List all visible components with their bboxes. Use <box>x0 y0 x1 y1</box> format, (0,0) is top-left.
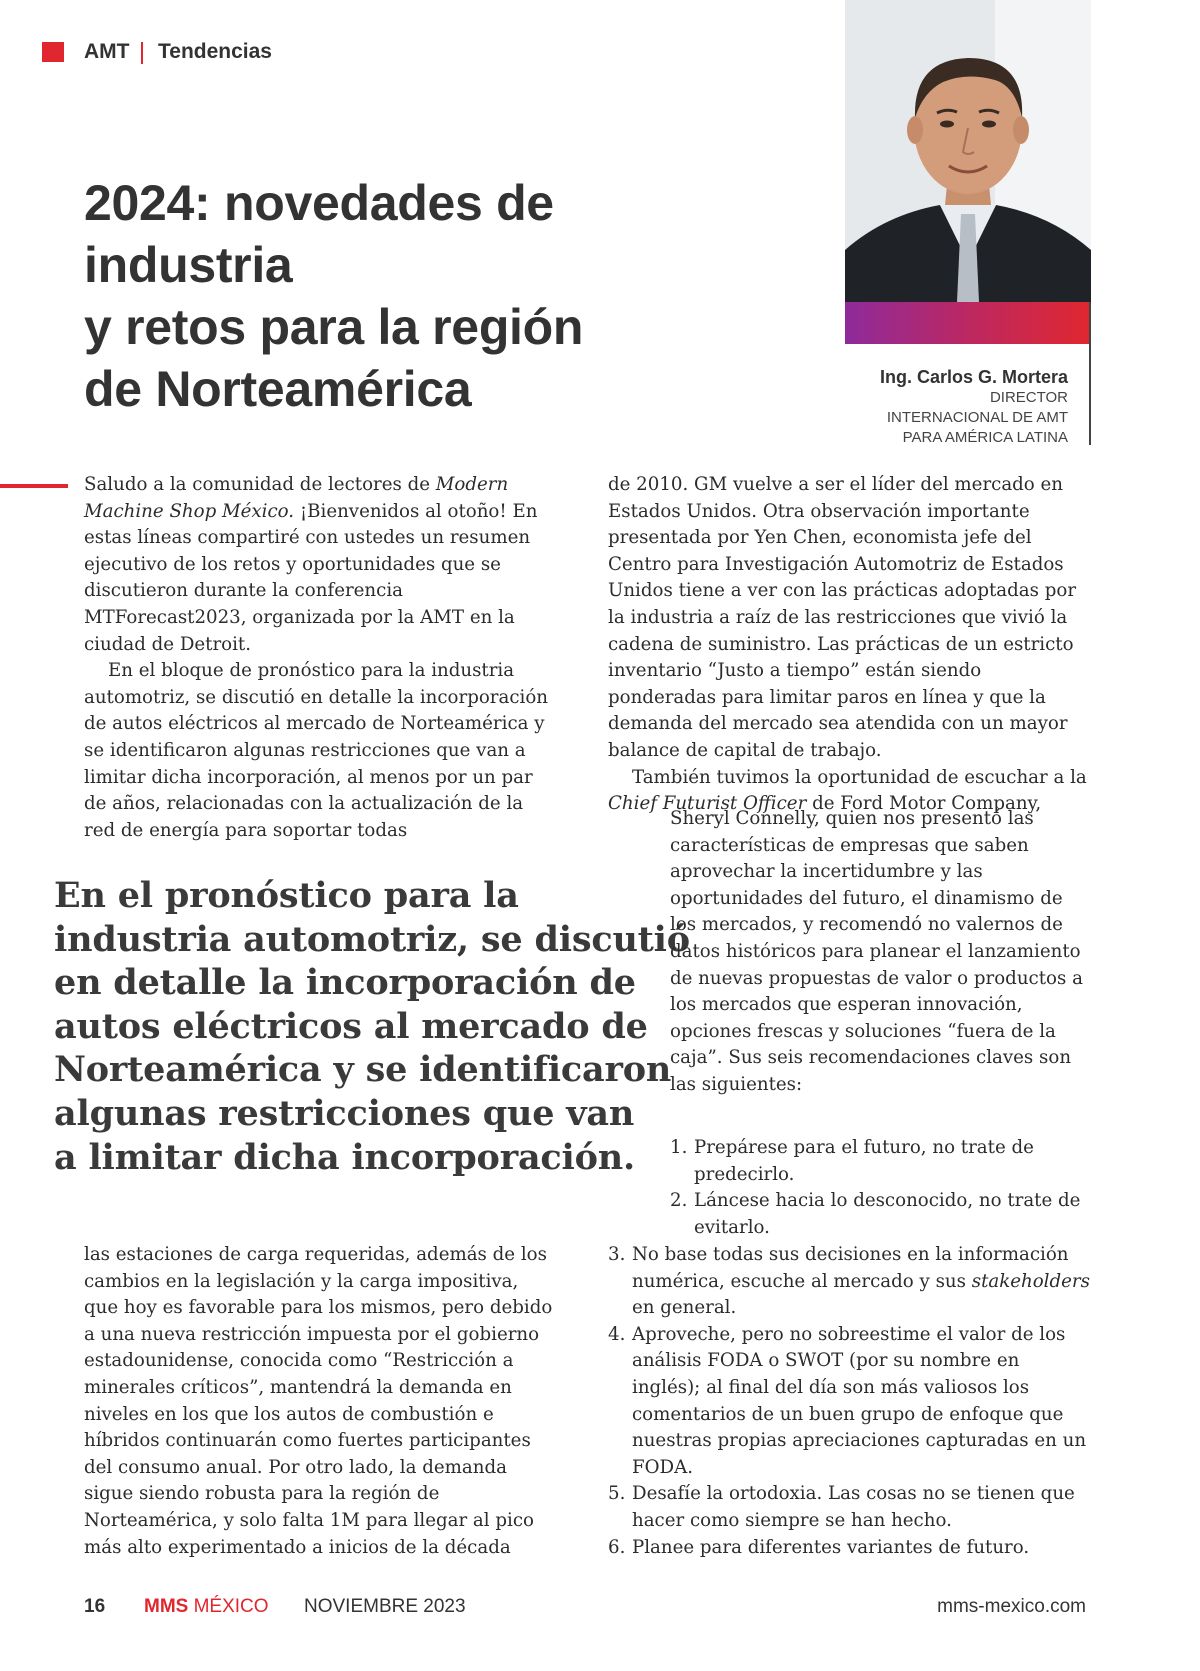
list-item <box>670 1135 1090 1188</box>
paragraph: Sheryl Connelly, quien nos presentó las características de empresas que saben aprovechar la incertidumbre y las oportunidades del futuro, el dinamismo de los mercados, y recomendó no valernos de datos históricos para planear el lanzamiento de nuevas propuestas de valor o productos a los mercados que esperan innovación, opciones frescas y soluciones “fuera de la caja”. Sus seis recomendaciones claves son las siguientes: <box>670 808 1083 1095</box>
recommendations-list-inset <box>670 1135 1090 1241</box>
paragraph <box>84 472 554 658</box>
author-photo-illustration <box>845 0 1091 302</box>
pull-quote-line: algunas restricciones que van <box>54 1092 635 1134</box>
author-role <box>880 388 1068 448</box>
website-url: mms-mexico.com <box>937 1596 1086 1617</box>
body-column-right-inset <box>670 806 1090 1099</box>
pull-quote <box>54 874 690 1179</box>
list-text: Planee para diferentes variantes de futuro. <box>632 1536 1030 1558</box>
list-number: 1. <box>670 1137 688 1158</box>
photo-color-band <box>845 302 1091 344</box>
topic-label: Tendencias <box>158 40 272 63</box>
pull-quote-line: industria automotriz, se discutió <box>54 918 690 960</box>
list-text <box>632 1242 1090 1322</box>
list-text: Aproveche, pero no sobreestime el valor de los análisis FODA o SWOT (por su nombre en inglés); al final del día son más valiosos los comentarios de un buen grupo de enfoque que nuestras propias apreciaciones capturadas en un FODA. <box>632 1323 1087 1478</box>
paragraph: de 2010. GM vuelve a ser el líder del mercado en Estados Unidos. Otra observación importante presentada por Yen Chen, economista jefe del Centro para Investigación Automotriz de Estados Unidos tiene a ver con las prácticas adoptadas por la industria a raíz de las restricciones que vivió la cadena de suministro. Las prácticas de un estricto inventario “Justo a tiempo” están siendo ponderadas para limitar paros en línea y que la demanda del mercado sea atendida con un mayor balance de capital de trabajo. <box>608 474 1077 761</box>
title-line: de Norteamérica <box>84 361 472 417</box>
issue-date: NOVIEMBRE 2023 <box>304 1596 466 1617</box>
list-text: Prepárese para el futuro, no trate de predecirlo. <box>694 1137 1034 1185</box>
byline-rule <box>1089 302 1091 445</box>
recommendations-list <box>608 1242 1090 1561</box>
author-role-line: PARA AMÉRICA LATINA <box>902 429 1068 446</box>
paragraph-text: También tuvimos la oportunidad de escuchar a la <box>632 766 1087 788</box>
page-number: 16 <box>84 1596 106 1617</box>
author-name: Ing. Carlos G. Mortera <box>879 367 1068 387</box>
pull-quote-line: autos eléctricos al mercado de <box>54 1005 648 1047</box>
list-item <box>608 1535 1090 1562</box>
list-text-part: No base todas sus decisiones en la información numérica, escuche al mercado y sus <box>632 1244 1069 1292</box>
body-column-left-top <box>84 472 554 844</box>
author-role-line: DIRECTOR <box>989 389 1068 406</box>
author-byline <box>880 366 1068 448</box>
list-item <box>608 1322 1090 1482</box>
list-number: 4. <box>608 1323 626 1345</box>
paragraph-text: Saludo a la comunidad de lectores de <box>84 474 436 495</box>
list-text-emphasis: stakeholders <box>971 1270 1090 1292</box>
article-title <box>84 172 764 420</box>
paragraph: las estaciones de carga requeridas, además de los cambios en la legislación y la carga impositiva, que hoy es favorable para los mismos, pero debido a una nueva restricción impuesta por el gobierno estadounidense, conocida como “Restricción a minerales críticos”, mantendrá la demanda en niveles en los que los autos de combustión e híbridos continuarán como fuertes participantes del consumo anual. Por otro lado, la demanda sigue siendo robusta para la región de Norteamérica, y solo falta 1M para llegar al pico más alto experimentado a inicios de la década <box>84 1244 553 1558</box>
list-item <box>608 1481 1090 1534</box>
brand-country: MÉXICO <box>188 1596 269 1617</box>
author-photo <box>845 0 1091 302</box>
list-text: Láncese hacia lo desconocido, no trate de evitarlo. <box>694 1190 1081 1238</box>
list-text-part: en general. <box>632 1297 737 1319</box>
pull-quote-line: en detalle la incorporación de <box>54 962 636 1004</box>
column-accent-rule <box>0 484 68 488</box>
title-line: 2024: novedades de industria <box>84 175 554 293</box>
paragraph-text: de Ford Motor Company, <box>806 793 1042 815</box>
list-item <box>608 1242 1090 1322</box>
brand-mark: MMS <box>144 1596 189 1617</box>
section-label: AMT <box>84 40 130 63</box>
paragraph: En el bloque de pronóstico para la industria automotriz, se discutió en detalle la incorporación de autos eléctricos al mercado de Norteamérica y se identificaron algunas restricciones que van a limitar dicha incorporación, al menos por un par de años, relacionadas con la actualización de la red de energía para soportar todas <box>84 660 548 841</box>
title-line: y retos para la región <box>84 299 584 355</box>
section-marker <box>42 42 64 62</box>
list-item <box>670 1188 1090 1241</box>
author-role-line: INTERNACIONAL DE AMT <box>886 409 1068 426</box>
header-divider <box>141 42 143 64</box>
paragraph-text: ¡Bienvenidos al otoño! En estas líneas compartiré con ustedes un resumen ejecutivo de los retos y oportunidades que se discutieron durante la conferencia MTForecast2023, organizada por la AMT en la ciudad de Detroit. <box>84 500 538 655</box>
list-number: 5. <box>608 1483 626 1505</box>
list-text: Desafíe la ortodoxia. Las cosas no se tienen que hacer como siempre se han hecho. <box>632 1483 1075 1531</box>
list-number: 3. <box>608 1244 626 1265</box>
pull-quote-line: a limitar dicha incorporación. <box>54 1136 636 1178</box>
publication-name: Modern Machine Shop México. <box>84 474 509 522</box>
list-number: 2. <box>670 1190 688 1212</box>
job-title: Chief Futurist Officer <box>608 793 807 815</box>
body-column-left-bottom <box>84 1242 554 1561</box>
magazine-brand <box>144 1596 269 1618</box>
list-number: 6. <box>608 1536 626 1558</box>
pull-quote-line: Norteamérica y se identificaron <box>54 1049 672 1091</box>
pull-quote-line: En el pronóstico para la <box>54 875 519 916</box>
body-column-right-top <box>608 472 1090 818</box>
